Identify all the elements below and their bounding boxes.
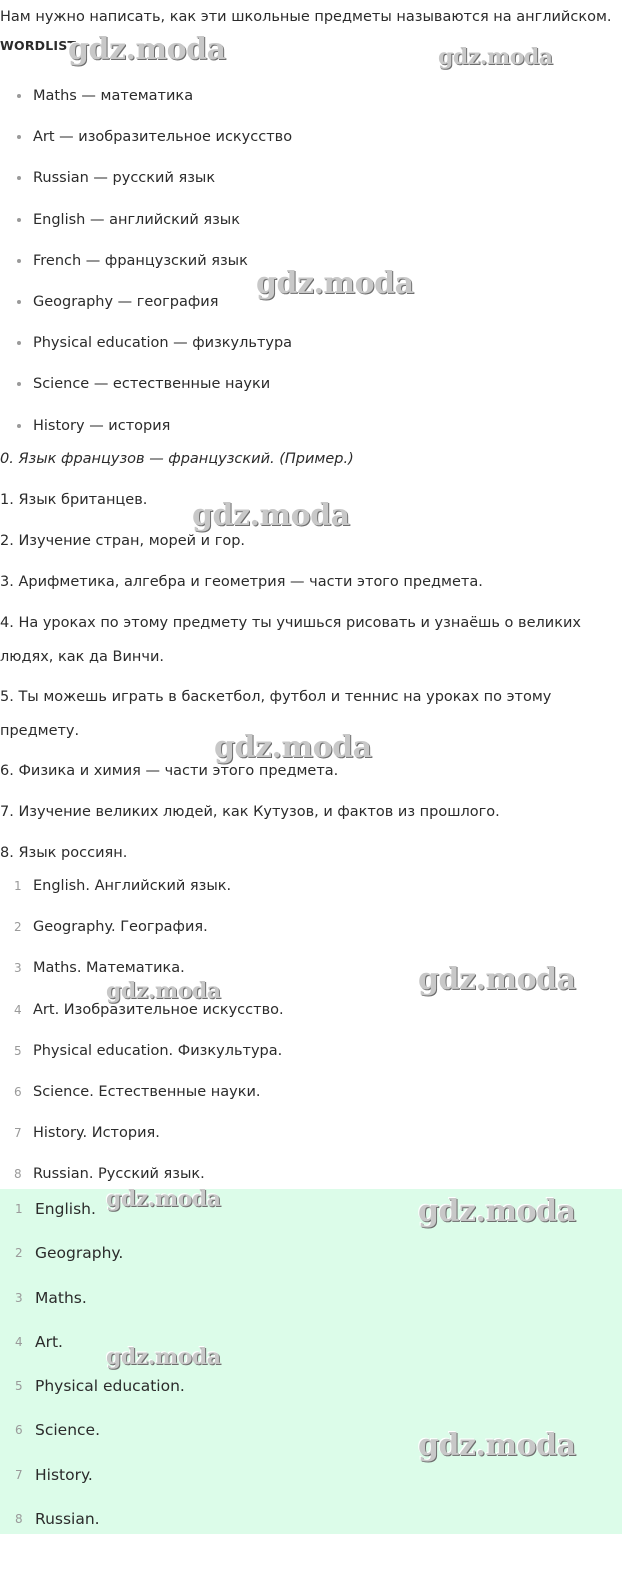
- answer-item: 3 Maths.: [15, 1288, 87, 1307]
- answer-item: 8 Russian.: [15, 1510, 100, 1529]
- solution-item: 6 Science. Естественные науки.: [14, 1083, 261, 1100]
- solution-item: 7 History. История.: [14, 1125, 160, 1142]
- wordlist-item: Russian — русский язык: [0, 167, 632, 208]
- solution-item: 8 Russian. Русский язык.: [14, 1166, 205, 1183]
- watermark: gdz.moda: [418, 1428, 576, 1463]
- watermark: gdz.moda: [418, 962, 576, 997]
- bullet-icon: [17, 259, 21, 263]
- bullet-icon: [17, 135, 21, 139]
- answer-item: 4 Art.: [15, 1332, 63, 1351]
- task-item: 6. Физика и химия — части этого предмета.: [0, 763, 339, 779]
- watermark: gdz.moda: [106, 978, 221, 1004]
- answer-list: [0, 1198, 622, 1552]
- task-item: 1. Язык британцев.: [0, 492, 148, 508]
- wordlist-item: English — английский язык: [0, 209, 632, 250]
- watermark: gdz.moda: [438, 44, 553, 70]
- answer-item: 2 Geography.: [15, 1244, 124, 1263]
- solution-item: 2 Geography. География.: [14, 919, 208, 936]
- watermark: gdz.moda: [214, 730, 372, 765]
- bullet-icon: [17, 341, 21, 345]
- task-item: 2. Изучение стран, морей и гор.: [0, 533, 246, 549]
- solution-item: 3 Maths. Математика.: [14, 960, 185, 977]
- wordlist-item: Science — естественные науки: [0, 373, 632, 414]
- solution-item: 4 Art. Изобразительное искусство.: [14, 1001, 284, 1018]
- wordlist-title: WORDLIST: [0, 38, 77, 53]
- wordlist-item: Maths — математика: [0, 85, 632, 126]
- solution-item: 1 English. Английский язык.: [14, 878, 232, 894]
- watermark: gdz.moda: [68, 32, 226, 67]
- solution-item: 5 Physical education. Физкультура.: [14, 1042, 283, 1059]
- wordlist-item: History — история: [0, 415, 632, 456]
- intro-text: Нам нужно написать, как эти школьные предметы называются на английском.: [0, 9, 612, 25]
- answer-item: 5 Physical education.: [15, 1377, 185, 1396]
- answer-item: 6 Science.: [15, 1421, 101, 1440]
- watermark: gdz.moda: [106, 1344, 221, 1370]
- watermark: gdz.moda: [192, 498, 350, 533]
- task-item: 7. Изучение великих людей, как Кутузов, и фактов из прошлого.: [0, 804, 500, 820]
- task-example: 0. Язык французов — французский. (Пример.): [0, 451, 354, 467]
- bullet-icon: [17, 300, 21, 304]
- task-item: 5. Ты можешь играть в баскетбол, футбол и теннис на уроках по этому предмету.: [0, 689, 552, 739]
- solution-list: [0, 875, 632, 1205]
- bullet-icon: [17, 218, 21, 222]
- wordlist-item: French — французский язык: [0, 250, 632, 291]
- answer-item: 7 History.: [15, 1465, 93, 1484]
- task-item: 3. Арифметика, алгебра и геометрия — части этого предмета.: [0, 574, 483, 590]
- answer-item: 1 English.: [15, 1200, 96, 1218]
- wordlist-item: Physical education — физкультура: [0, 332, 632, 373]
- wordlist-item: Art — изобразительное искусство: [0, 126, 632, 167]
- task-item: 8. Язык россиян.: [0, 845, 128, 861]
- watermark: gdz.moda: [106, 1186, 221, 1212]
- bullet-icon: [17, 424, 21, 428]
- wordlist-item: Geography — география: [0, 291, 632, 332]
- task-item: 4. На уроках по этому предмету ты учишься рисовать и узнаёшь о великих людях, как да Винчи.: [0, 615, 581, 665]
- answer-box: [0, 1189, 622, 1534]
- bullet-icon: [17, 176, 21, 180]
- bullet-icon: [17, 382, 21, 386]
- bullet-icon: [17, 94, 21, 98]
- watermark: gdz.moda: [256, 266, 414, 301]
- watermark: gdz.moda: [418, 1194, 576, 1229]
